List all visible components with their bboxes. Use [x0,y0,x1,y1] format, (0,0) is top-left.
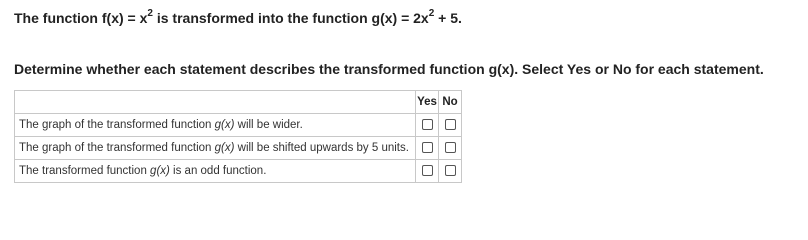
statement-2-suffix: will be shifted upwards by 5 units. [234,142,409,154]
statement-1-yes-checkbox[interactable] [422,119,433,130]
table-header-row [15,91,462,114]
statement-3-yes-cell [416,160,439,183]
statement-2-no-checkbox[interactable] [445,142,456,153]
g-exponent: 2 [428,8,435,20]
statement-1-prefix: The graph of the transformed function [19,119,215,131]
statement-1-yes-cell [416,114,439,137]
table-row [15,114,462,137]
f-exponent: 2 [147,8,153,20]
f-expression: f(x) = x [101,10,148,26]
statement-3-suffix: is an odd function. [169,165,267,177]
statement-2-no-cell [439,137,462,160]
statement-2-yes-cell [416,137,439,160]
table-row [15,160,462,183]
statement-1-no-cell [439,114,462,137]
statement-3-no-cell [439,160,462,183]
intro-middle: is transformed into the function [152,10,372,26]
question-instruction [14,61,764,77]
intro-prefix: The function [14,10,102,26]
statement-2-prefix: The graph of the transformed function [19,142,215,154]
statement-3-yes-checkbox[interactable] [422,165,433,176]
g-tail: + 5. [434,10,462,26]
g-expression: g(x) = 2x [371,10,429,26]
instruction-suffix: . Select Yes or No for each statement. [514,61,764,77]
statement-3-prefix: The transformed function [19,165,151,177]
statement-2-gx: g(x) [214,142,235,154]
statement-2 [15,137,416,160]
statement-3-gx: g(x) [150,165,170,177]
statement-3-no-checkbox[interactable] [445,165,456,176]
statement-1-gx: g(x) [214,119,235,131]
statement-1-no-checkbox[interactable] [445,119,456,130]
statement-1-suffix: will be wider. [234,119,303,131]
statement-2-yes-checkbox[interactable] [422,142,433,153]
header-no: No [439,91,462,114]
header-yes: Yes [416,91,439,114]
header-corner [15,91,416,114]
table-row [15,137,462,160]
statement-3 [15,160,416,183]
instruction-prefix: Determine whether each statement describes the transformed function [14,61,489,77]
statement-1 [15,114,416,137]
instruction-g: g(x) [488,61,515,77]
question-intro [14,10,462,26]
yes-no-table [14,90,462,183]
